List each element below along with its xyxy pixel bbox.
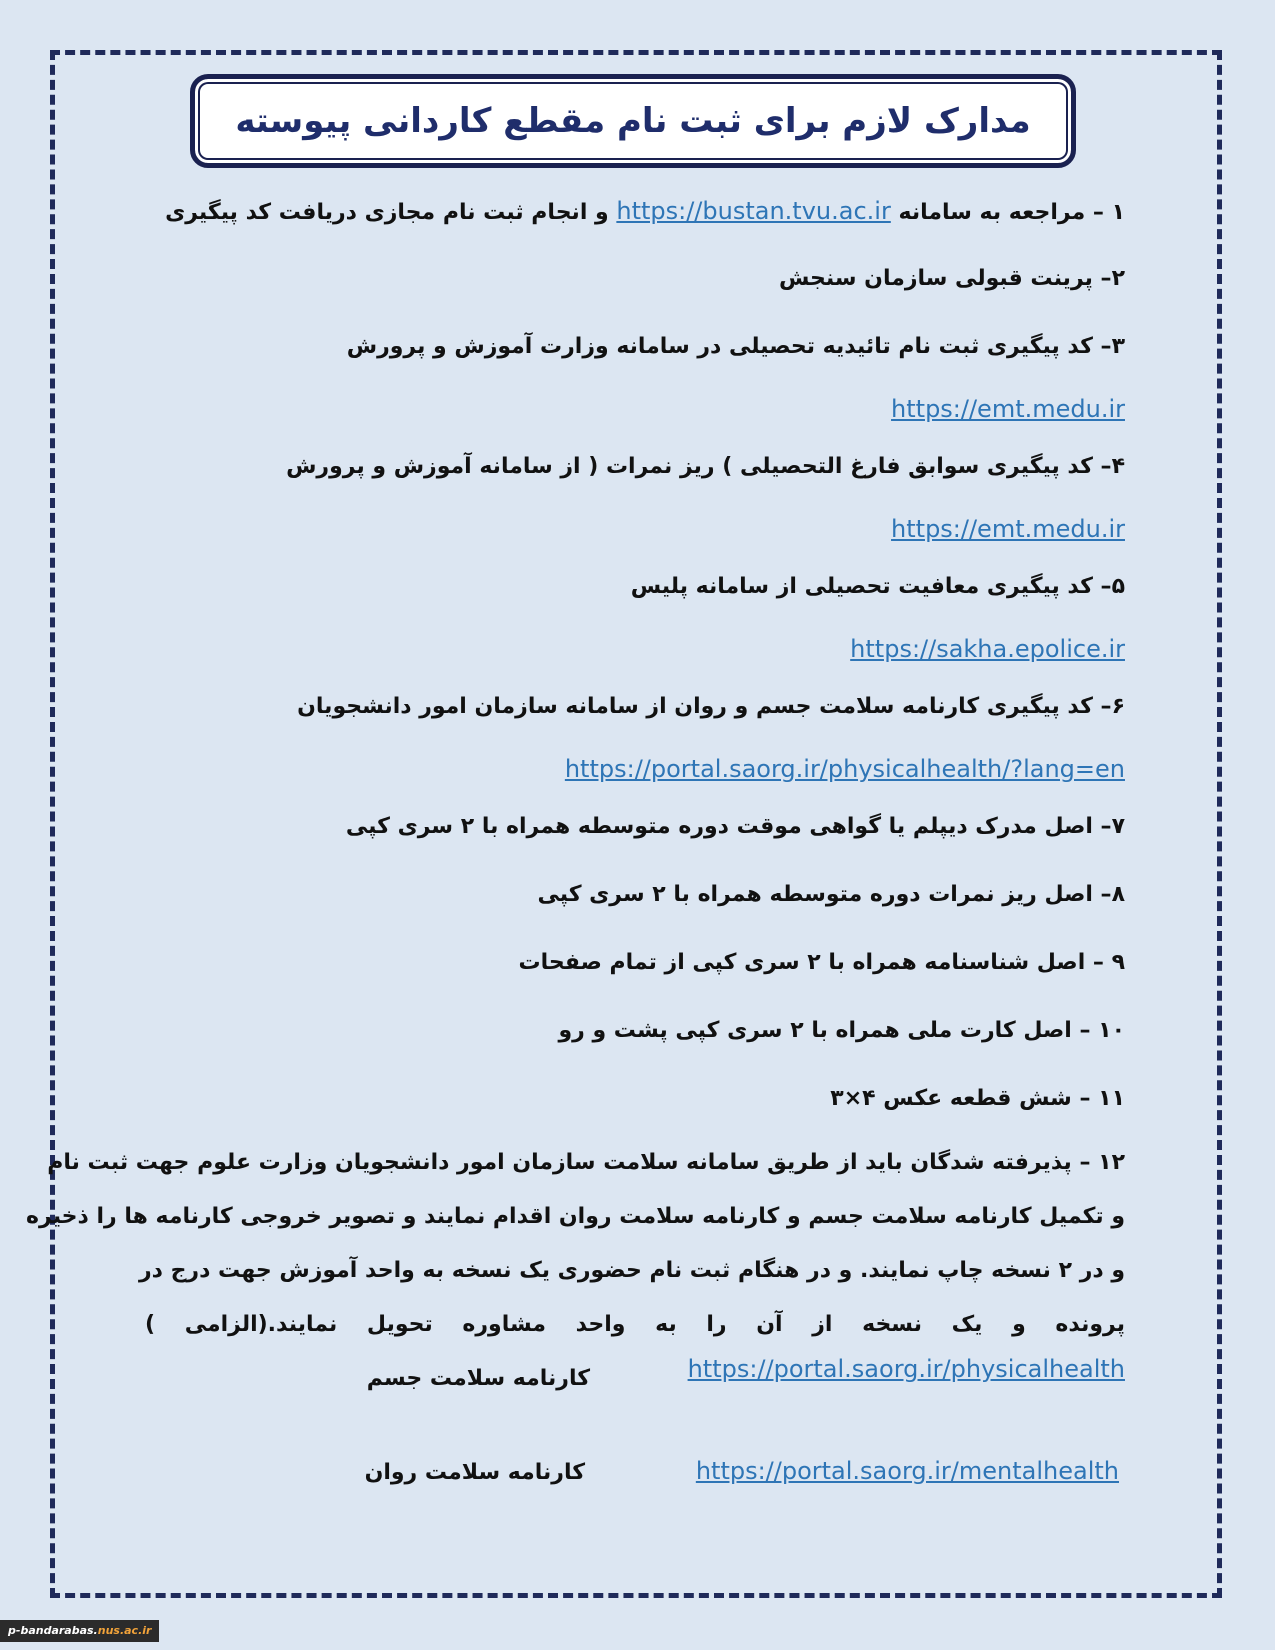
item-11: ۱۱ – شش قطعه عکس ۴×۳ [830,1086,1125,1111]
physical-health-row [688,1354,1125,1387]
item-12-line-4: پرونده و یک نسخه از آن را به واحد مشاوره تحویل نمایند.(الزامی ) [145,1312,1125,1337]
page-title: مدارک لازم برای ثبت نام مقطع کاردانی پیوسته [235,101,1031,141]
item-6: ۶– کد پیگیری کارنامه سلامت جسم و روان از سامانه سازمان امور دانشجویان [297,694,1125,719]
item-12-line-1: ۱۲ – پذیرفته شدگان باید از طریق سامانه سلامت سازمان امور دانشجویان وزارت علوم جهت ثبت نام [47,1150,1125,1175]
emt-link-2[interactable]: https://emt.medu.ir [891,515,1125,543]
item-1-text-before: ۱ – مراجعه به سامانه [890,200,1125,225]
item-6-link-row [565,754,1125,787]
item-1-text-after: و انجام ثبت نام مجازی دریافت کد پیگیری [165,200,617,225]
item-4-link-row [891,514,1125,547]
physical-health-label: کارنامه سلامت جسم [366,1366,590,1391]
mental-health-label: کارنامه سلامت روان [364,1460,585,1485]
item-4: ۴– کد پیگیری سوابق فارغ التحصیلی ) ریز نمرات ( از سامانه آموزش و پرورش [286,454,1125,479]
site-watermark-badge [0,1620,159,1642]
sakha-link[interactable]: https://sakha.epolice.ir [850,635,1125,663]
title-box [190,74,1076,168]
item-10: ۱۰ – اصل کارت ملی همراه با ۲ سری کپی پشت و رو [558,1018,1125,1043]
item-9: ۹ – اصل شناسنامه همراه با ۲ سری کپی از تمام صفحات [518,950,1125,975]
physicalhealth-lang-link[interactable]: https://portal.saorg.ir/physicalhealth/?lang=en [564,755,1125,783]
mental-health-row [696,1456,1119,1489]
item-12-line-2: و تکمیل کارنامه سلامت جسم و کارنامه سلامت روان اقدام نمایند و تصویر خروجی کارنامه ها را ذخیره [26,1204,1125,1229]
item-1 [165,196,1125,228]
item-3-link-row [891,394,1125,427]
bustan-link[interactable]: https://bustan.tvu.ac.ir [616,197,891,225]
site-watermark-prefix: p-bandarabas. [8,1624,98,1637]
item-8: ۸– اصل ریز نمرات دوره متوسطه همراه با ۲ سری کپی [537,882,1125,907]
item-5-link-row [850,634,1125,667]
mental-health-link[interactable]: https://portal.saorg.ir/mentalhealth [695,1457,1119,1485]
emt-link-1[interactable]: https://emt.medu.ir [891,395,1125,423]
item-3: ۳– کد پیگیری ثبت نام تائیدیه تحصیلی در سامانه وزارت آموزش و پرورش [346,334,1125,359]
item-2: ۲– پرینت قبولی سازمان سنجش [778,266,1125,291]
item-12-line-3: و در ۲ نسخه چاپ نمایند. و در هنگام ثبت نام حضوری یک نسخه به واحد آموزش جهت درج در [138,1258,1125,1283]
item-5: ۵– کد پیگیری معافیت تحصیلی از سامانه پلیس [630,574,1125,599]
item-12-paragraph [26,1136,1125,1352]
physical-health-link[interactable]: https://portal.saorg.ir/physicalhealth [687,1355,1125,1383]
item-7: ۷– اصل مدرک دیپلم یا گواهی موقت دوره متوسطه همراه با ۲ سری کپی [345,814,1125,839]
site-watermark-suffix: nus.ac.ir [97,1624,152,1637]
